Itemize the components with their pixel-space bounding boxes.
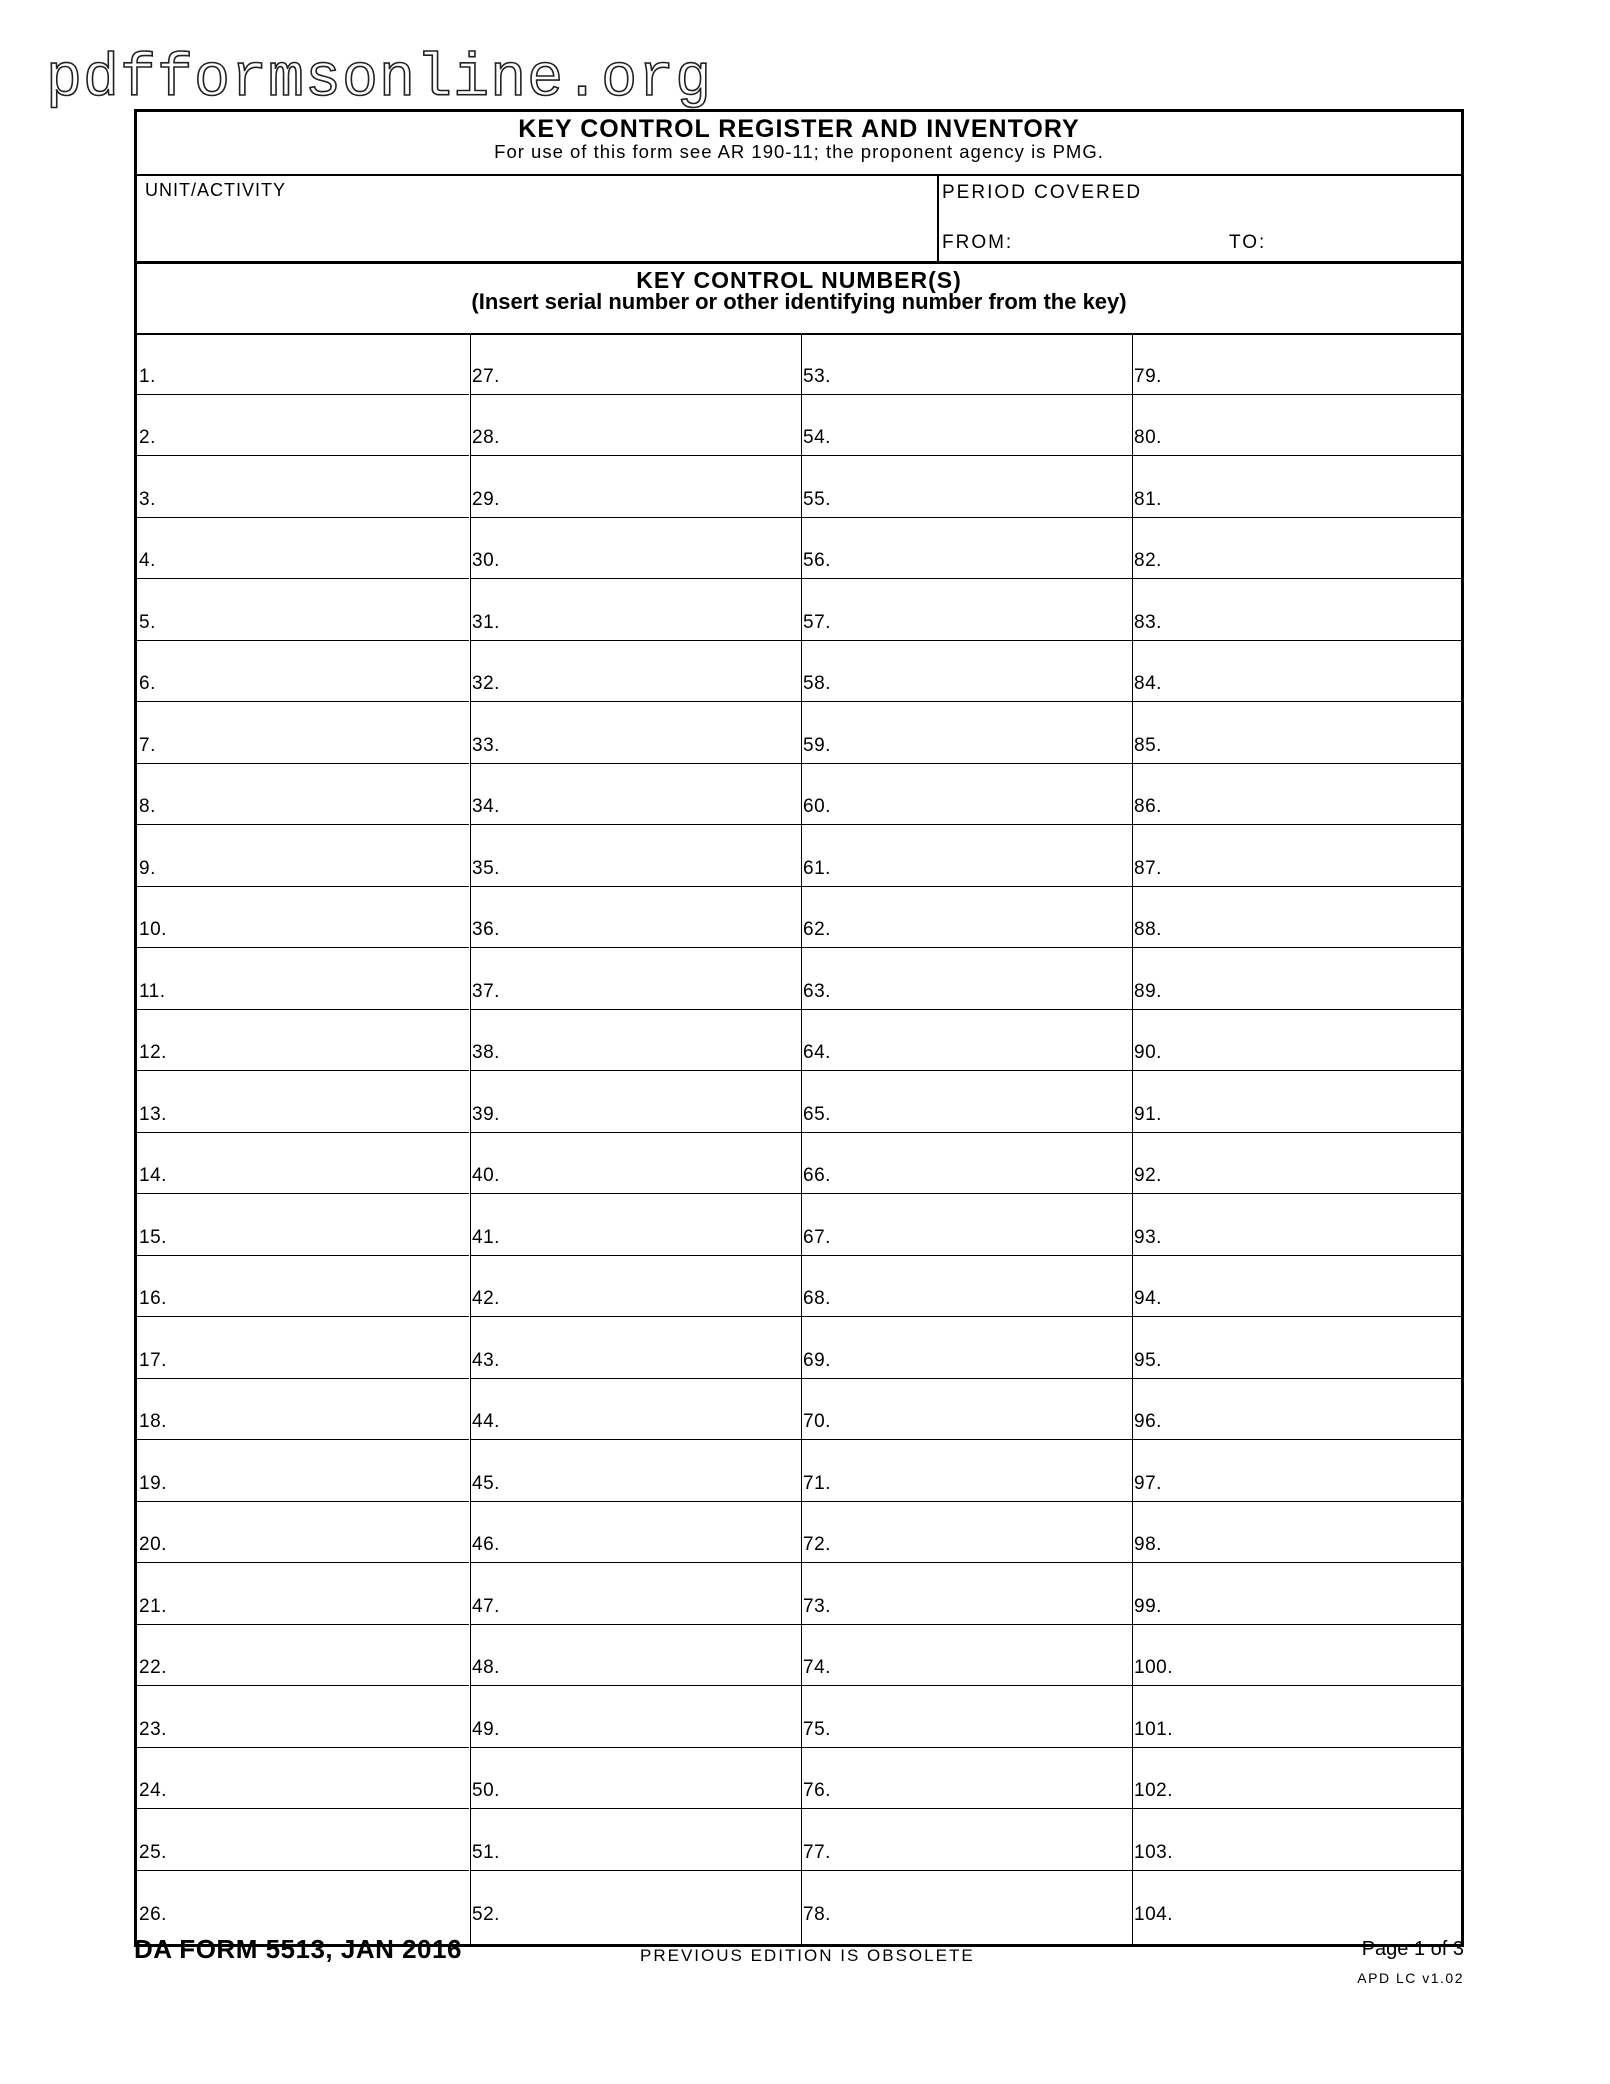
key-number-label: 97.: [1134, 1472, 1162, 1494]
key-number-field[interactable]: [470, 1071, 802, 1133]
key-number-field[interactable]: [801, 333, 1133, 395]
key-number-field[interactable]: [1132, 1809, 1461, 1871]
key-number-label: 92.: [1134, 1165, 1162, 1186]
key-number-label: 50.: [472, 1780, 500, 1801]
key-number-label: 52.: [472, 1904, 500, 1925]
form-title: KEY CONTROL REGISTER AND INVENTORY: [518, 115, 1080, 143]
key-number-label: 26.: [139, 1904, 167, 1925]
key-number-field[interactable]: [801, 1625, 1133, 1687]
key-number-field[interactable]: [801, 641, 1133, 703]
key-number-label: 64.: [803, 1042, 831, 1063]
key-number-field[interactable]: [801, 579, 1133, 641]
key-number-label: 6.: [139, 673, 156, 694]
key-number-field[interactable]: [137, 948, 469, 1010]
key-number-label: 41.: [472, 1226, 500, 1248]
key-number-field[interactable]: [1132, 1133, 1461, 1195]
key-number-label: 4.: [139, 550, 156, 571]
key-number-field[interactable]: [137, 1809, 469, 1871]
key-number-label: 36.: [472, 919, 500, 940]
unit-activity-field[interactable]: UNIT/ACTIVITY: [145, 180, 287, 200]
key-number-field[interactable]: [137, 1194, 469, 1256]
key-number-label: 9.: [139, 857, 156, 879]
key-number-field[interactable]: [137, 333, 469, 395]
page-number: Page 1 of 3: [1361, 1938, 1464, 1960]
key-number-label: 37.: [472, 980, 500, 1002]
key-number-field[interactable]: [801, 456, 1133, 518]
key-number-label: 80.: [1134, 427, 1162, 448]
key-number-field[interactable]: [470, 1748, 802, 1810]
key-number-field[interactable]: [801, 395, 1133, 457]
key-number-label: 15.: [139, 1226, 167, 1248]
key-number-label: 93.: [1134, 1226, 1162, 1248]
key-number-field[interactable]: [801, 1379, 1133, 1441]
key-number-field[interactable]: [801, 1256, 1133, 1318]
key-number-field[interactable]: [1132, 1686, 1461, 1748]
key-number-field[interactable]: [1132, 702, 1461, 764]
key-number-label: 12.: [139, 1042, 167, 1063]
key-number-field[interactable]: [470, 579, 802, 641]
key-number-label: 91.: [1134, 1103, 1162, 1125]
key-number-label: 35.: [472, 857, 500, 879]
key-number-label: 77.: [803, 1841, 831, 1863]
key-number-label: 70.: [803, 1411, 831, 1432]
key-number-label: 44.: [472, 1411, 500, 1432]
key-number-label: 45.: [472, 1472, 500, 1494]
key-number-field[interactable]: [801, 1809, 1133, 1871]
key-number-field[interactable]: [1132, 764, 1461, 826]
key-number-label: 98.: [1134, 1534, 1162, 1555]
key-number-field[interactable]: [1132, 579, 1461, 641]
key-number-label: 101.: [1134, 1718, 1173, 1740]
key-number-field[interactable]: [137, 1563, 469, 1625]
key-number-field[interactable]: [470, 1809, 802, 1871]
key-number-label: 62.: [803, 919, 831, 940]
key-number-label: 10.: [139, 919, 167, 940]
key-number-label: 65.: [803, 1103, 831, 1125]
key-numbers-heading: [137, 261, 1461, 335]
key-number-grid: [137, 333, 1461, 1944]
key-number-label: 28.: [472, 427, 500, 448]
period-covered-box: [937, 174, 1461, 261]
key-number-label: 31.: [472, 611, 500, 633]
key-number-field[interactable]: [470, 1317, 802, 1379]
key-number-field[interactable]: [1132, 1194, 1461, 1256]
key-number-label: 14.: [139, 1165, 167, 1186]
period-from-field[interactable]: FROM:: [942, 232, 1014, 253]
key-number-field[interactable]: [470, 1010, 802, 1072]
key-number-label: 21.: [139, 1595, 167, 1617]
key-number-field[interactable]: [1132, 1071, 1461, 1133]
key-number-label: 68.: [803, 1288, 831, 1309]
key-number-label: 71.: [803, 1472, 831, 1494]
key-number-field[interactable]: [137, 579, 469, 641]
key-number-label: 13.: [139, 1103, 167, 1125]
key-number-field[interactable]: [470, 395, 802, 457]
key-number-field[interactable]: [1132, 395, 1461, 457]
key-number-field[interactable]: [801, 948, 1133, 1010]
key-number-label: 90.: [1134, 1042, 1162, 1063]
key-number-label: 82.: [1134, 550, 1162, 571]
key-number-label: 54.: [803, 427, 831, 448]
key-number-label: 3.: [139, 488, 156, 510]
unit-period-row: [137, 174, 1461, 264]
key-number-field[interactable]: [137, 1010, 469, 1072]
key-number-label: 83.: [1134, 611, 1162, 633]
key-number-field[interactable]: [801, 825, 1133, 887]
key-number-label: 39.: [472, 1103, 500, 1125]
key-number-label: 43.: [472, 1349, 500, 1371]
form-version: APD LC v1.02: [1357, 1970, 1464, 1986]
key-number-label: 102.: [1134, 1780, 1173, 1801]
key-number-field[interactable]: [470, 518, 802, 580]
key-number-field[interactable]: [801, 887, 1133, 949]
key-number-field[interactable]: [801, 1010, 1133, 1072]
key-number-field[interactable]: [1132, 1502, 1461, 1564]
key-number-field[interactable]: [470, 1194, 802, 1256]
key-number-label: 38.: [472, 1042, 500, 1063]
key-number-field[interactable]: [137, 825, 469, 887]
key-number-label: 30.: [472, 550, 500, 571]
key-number-field[interactable]: [470, 1440, 802, 1502]
key-number-field[interactable]: [470, 1379, 802, 1441]
key-numbers-instruction: (Insert serial number or other identifying number from the key): [471, 289, 1127, 314]
key-number-field[interactable]: [1132, 1256, 1461, 1318]
key-column: [137, 333, 469, 1944]
key-number-field[interactable]: [470, 825, 802, 887]
key-number-label: 76.: [803, 1780, 831, 1801]
key-number-field[interactable]: [1132, 1379, 1461, 1441]
key-number-field[interactable]: [1132, 887, 1461, 949]
key-number-label: 42.: [472, 1288, 500, 1309]
key-number-field[interactable]: [470, 1625, 802, 1687]
key-number-label: 5.: [139, 611, 156, 633]
key-number-field[interactable]: [137, 1256, 469, 1318]
key-number-field[interactable]: [1132, 1748, 1461, 1810]
key-number-label: 61.: [803, 857, 831, 879]
key-number-field[interactable]: [1132, 1625, 1461, 1687]
key-number-label: 20.: [139, 1534, 167, 1555]
key-number-field[interactable]: [801, 1748, 1133, 1810]
watermark-text: pdfformsonline.org: [46, 46, 713, 114]
key-number-label: 81.: [1134, 488, 1162, 510]
key-number-field[interactable]: [801, 1133, 1133, 1195]
key-number-field[interactable]: [470, 1871, 802, 1933]
key-number-field[interactable]: [470, 702, 802, 764]
key-number-field[interactable]: [137, 1502, 469, 1564]
key-number-label: 49.: [472, 1718, 500, 1740]
key-number-field[interactable]: [137, 518, 469, 580]
key-number-field[interactable]: [137, 641, 469, 703]
key-number-label: 40.: [472, 1165, 500, 1186]
key-number-field[interactable]: [137, 1317, 469, 1379]
key-number-field[interactable]: [801, 1194, 1133, 1256]
key-number-label: 19.: [139, 1472, 167, 1494]
key-number-field[interactable]: [137, 1379, 469, 1441]
key-number-field[interactable]: [1132, 641, 1461, 703]
key-number-label: 72.: [803, 1534, 831, 1555]
key-number-field[interactable]: [1132, 333, 1461, 395]
key-column: [470, 333, 802, 1944]
key-number-field[interactable]: [137, 887, 469, 949]
key-number-label: 69.: [803, 1349, 831, 1371]
key-number-field[interactable]: [801, 1686, 1133, 1748]
key-number-label: 33.: [472, 734, 500, 756]
period-covered-label: PERIOD COVERED: [942, 182, 1143, 203]
key-number-field[interactable]: [470, 1686, 802, 1748]
key-number-label: 25.: [139, 1841, 167, 1863]
key-number-label: 100.: [1134, 1657, 1173, 1678]
key-number-field[interactable]: [1132, 825, 1461, 887]
key-number-field[interactable]: [137, 456, 469, 518]
key-number-label: 99.: [1134, 1595, 1162, 1617]
key-numbers-title: KEY CONTROL NUMBER(S): [636, 267, 962, 293]
key-number-field[interactable]: [1132, 1010, 1461, 1072]
key-number-field[interactable]: [801, 1317, 1133, 1379]
key-number-label: 34.: [472, 796, 500, 817]
key-number-label: 24.: [139, 1780, 167, 1801]
key-number-label: 85.: [1134, 734, 1162, 756]
key-number-label: 89.: [1134, 980, 1162, 1002]
key-number-label: 86.: [1134, 796, 1162, 817]
key-number-label: 47.: [472, 1595, 500, 1617]
key-number-field[interactable]: [137, 1625, 469, 1687]
key-number-label: 73.: [803, 1595, 831, 1617]
key-column: [1132, 333, 1461, 1944]
key-number-label: 60.: [803, 796, 831, 817]
key-number-label: 95.: [1134, 1349, 1162, 1371]
key-number-field[interactable]: [1132, 1563, 1461, 1625]
key-number-field[interactable]: [1132, 948, 1461, 1010]
form-id: DA FORM 5513, JAN 2016: [134, 1934, 462, 1964]
key-number-label: 104.: [1134, 1904, 1173, 1925]
key-number-label: 51.: [472, 1841, 500, 1863]
key-number-label: 53.: [803, 365, 831, 387]
key-number-label: 88.: [1134, 919, 1162, 940]
key-number-field[interactable]: [801, 518, 1133, 580]
key-number-field[interactable]: [470, 456, 802, 518]
key-number-label: 1.: [139, 365, 156, 387]
key-number-field[interactable]: [137, 1440, 469, 1502]
key-number-label: 74.: [803, 1657, 831, 1678]
key-number-label: 18.: [139, 1411, 167, 1432]
edition-note: PREVIOUS EDITION IS OBSOLETE: [640, 1946, 975, 1965]
key-number-field[interactable]: [1132, 456, 1461, 518]
key-number-field[interactable]: [1132, 1317, 1461, 1379]
key-number-label: 87.: [1134, 857, 1162, 879]
key-number-label: 16.: [139, 1288, 167, 1309]
key-number-field[interactable]: [801, 764, 1133, 826]
key-number-label: 94.: [1134, 1288, 1162, 1309]
key-number-label: 7.: [139, 734, 156, 756]
key-number-label: 63.: [803, 980, 831, 1002]
key-number-label: 27.: [472, 365, 500, 387]
key-number-label: 46.: [472, 1534, 500, 1555]
key-number-field[interactable]: [137, 1871, 469, 1933]
key-number-label: 29.: [472, 488, 500, 510]
key-number-field[interactable]: [470, 641, 802, 703]
key-number-field[interactable]: [1132, 1871, 1461, 1933]
key-number-field[interactable]: [470, 1563, 802, 1625]
key-number-field[interactable]: [470, 1256, 802, 1318]
key-number-field[interactable]: [137, 702, 469, 764]
key-number-label: 22.: [139, 1657, 167, 1678]
key-number-label: 32.: [472, 673, 500, 694]
key-number-field[interactable]: [137, 1748, 469, 1810]
key-number-label: 56.: [803, 550, 831, 571]
key-number-field[interactable]: [801, 1440, 1133, 1502]
key-number-field[interactable]: [801, 1871, 1133, 1933]
key-number-field[interactable]: [137, 395, 469, 457]
key-number-field[interactable]: [470, 948, 802, 1010]
key-number-field[interactable]: [470, 333, 802, 395]
key-number-field[interactable]: [801, 1071, 1133, 1133]
key-number-field[interactable]: [801, 1502, 1133, 1564]
key-number-field[interactable]: [801, 702, 1133, 764]
period-to-field[interactable]: TO:: [1229, 232, 1267, 253]
key-number-label: 55.: [803, 488, 831, 510]
key-number-field[interactable]: [470, 764, 802, 826]
form-header: [137, 112, 1461, 176]
key-number-label: 103.: [1134, 1841, 1173, 1863]
key-number-label: 66.: [803, 1165, 831, 1186]
key-number-field[interactable]: [1132, 518, 1461, 580]
key-number-label: 8.: [139, 796, 156, 817]
key-number-field[interactable]: [137, 1133, 469, 1195]
key-number-label: 48.: [472, 1657, 500, 1678]
key-number-field[interactable]: [801, 1563, 1133, 1625]
key-number-field[interactable]: [1132, 1440, 1461, 1502]
key-number-label: 75.: [803, 1718, 831, 1740]
key-number-label: 96.: [1134, 1411, 1162, 1432]
key-number-field[interactable]: [137, 764, 469, 826]
key-number-label: 84.: [1134, 673, 1162, 694]
key-number-label: 11.: [139, 980, 166, 1002]
key-number-label: 58.: [803, 673, 831, 694]
key-number-label: 17.: [139, 1349, 167, 1371]
key-control-form: [134, 109, 1464, 1947]
key-number-field[interactable]: [470, 1502, 802, 1564]
key-number-field[interactable]: [137, 1686, 469, 1748]
key-number-field[interactable]: [470, 1133, 802, 1195]
key-column: [801, 333, 1133, 1944]
key-number-label: 59.: [803, 734, 831, 756]
form-subtitle: For use of this form see AR 190-11; the proponent agency is PMG.: [494, 141, 1104, 162]
key-number-label: 2.: [139, 427, 156, 448]
key-number-label: 23.: [139, 1718, 167, 1740]
key-number-label: 67.: [803, 1226, 831, 1248]
key-number-label: 57.: [803, 611, 831, 633]
key-number-label: 79.: [1134, 365, 1162, 387]
key-number-field[interactable]: [137, 1071, 469, 1133]
key-number-label: 78.: [803, 1904, 831, 1925]
key-number-field[interactable]: [470, 887, 802, 949]
